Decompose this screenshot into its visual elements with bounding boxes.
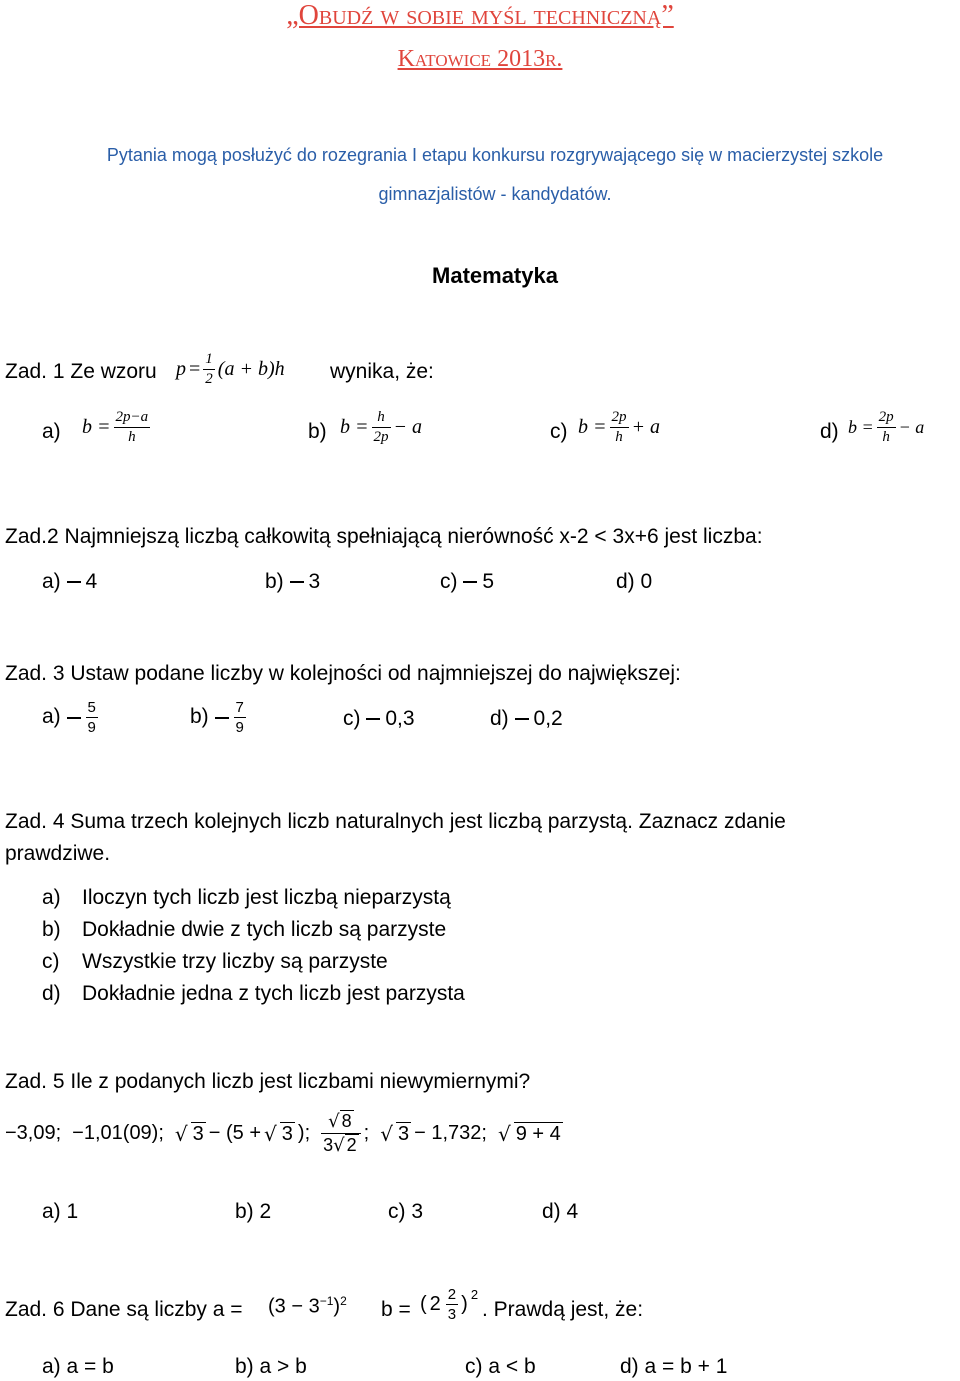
q1-option-a-formula: b = $\frac{2p-a}{h}$ [82, 409, 149, 445]
q1-option-d-label: d) [820, 420, 839, 443]
q3-option-b: b) $\frac{7}{9}$ [190, 699, 244, 736]
intro-line-2: gimnazjalistów - kandydatów. [378, 184, 612, 204]
q1-option-c-formula: b = $\frac{2p}{h}$ + a [578, 409, 660, 445]
q4-option-a: a) [42, 886, 61, 909]
q3-option-d: d) 0,2 [490, 707, 563, 730]
q2-option-b: b) 3 [265, 570, 321, 593]
q4-text-line-2: prawdziwe. [5, 842, 111, 865]
q4-option-a-text: Iloczyn tych liczb jest liczbą nieparzystą [82, 886, 451, 909]
q5-option-c: c) 3 [388, 1200, 424, 1223]
q5-text: Zad. 5 Ile z podanych liczb jest liczbami niewymiernymi? [5, 1070, 531, 1093]
q1-option-b-formula: b = $\frac{h}{2p}$ − a [340, 409, 422, 445]
q6-option-c: c) a < b [465, 1355, 536, 1378]
q6-a-expression: $(3 - 3^{-1})^2$ [268, 1294, 347, 1318]
q4-option-b: b) [42, 918, 61, 941]
q3-option-c: c) 0,3 [343, 707, 415, 730]
q4-option-c: c) [42, 950, 60, 973]
q4-text-line-1: Zad. 4 Suma trzech kolejnych liczb naturalnych jest liczbą parzystą. Zaznacz zdanie [5, 810, 786, 833]
section-heading: Matematyka [432, 263, 558, 288]
q5-option-b: b) 2 [235, 1200, 272, 1223]
document-subtitle: Katowice 2013r. [397, 46, 563, 72]
q6-text-end: . Prawdą jest, że: [482, 1298, 644, 1321]
document-title: „Obudź w sobie myśl techniczną” [286, 0, 674, 31]
q2-text: Zad.2 Najmniejszą liczbą całkowitą spełniającą nierówność x-2 < 3x+6 jest liczba: [5, 525, 763, 548]
q2-option-a: a) 4 [42, 570, 98, 593]
q6-option-a: a) a = b [42, 1355, 114, 1378]
q5-option-d: d) 4 [542, 1200, 579, 1223]
q1-option-b-label: b) [308, 420, 327, 443]
q6-option-b: b) a > b [235, 1355, 307, 1378]
q2-option-c: c) 5 [440, 570, 495, 593]
q1-option-d-formula: b = $\frac{2p}{h}$ − a [848, 409, 925, 445]
q1-text-before: Zad. 1 Ze wzoru [5, 360, 157, 383]
q1-option-a-label: a) [42, 420, 61, 443]
q1-option-c-label: c) [550, 420, 568, 443]
q4-option-c-text: Wszystkie trzy liczby są parzyste [82, 950, 388, 973]
q6-option-d: d) a = b + 1 [620, 1355, 728, 1378]
q6-text-a: Zad. 6 Dane są liczby a = [5, 1298, 243, 1321]
q2-option-d: d) 0 [616, 570, 653, 593]
q6-b-expression: ( 2 $\frac{2}{3}$ ) $^2$ [420, 1286, 479, 1323]
q3-option-a: a) $\frac{5}{9}$ [42, 699, 96, 736]
q5-number-list: −3,09; −1,01(09); √ 3 − (5 + √ 3 ); $\frac{√ 8}{3√ 2}$ ; √ 3 − 1,732; √ 9 + 4 [5, 1111, 561, 1156]
q3-text: Zad. 3 Ustaw podane liczby w kolejności od najmniejszej do największej: [5, 662, 681, 685]
q4-option-b-text: Dokładnie dwie z tych liczb są parzyste [82, 918, 447, 941]
q1-formula: p = $\frac{1}{2}$ (a + b)h [176, 351, 285, 387]
q1-text-after: wynika, że: [330, 360, 434, 383]
q4-option-d: d) [42, 982, 61, 1005]
q4-option-d-text: Dokładnie jedna z tych liczb jest parzysta [82, 982, 465, 1005]
q6-text-b: b = [381, 1298, 411, 1321]
q5-option-a: a) 1 [42, 1200, 79, 1223]
intro-line-1: Pytania mogą posłużyć do rozegrania I etapu konkursu rozgrywającego się w macierzystej szkole [106, 145, 884, 165]
